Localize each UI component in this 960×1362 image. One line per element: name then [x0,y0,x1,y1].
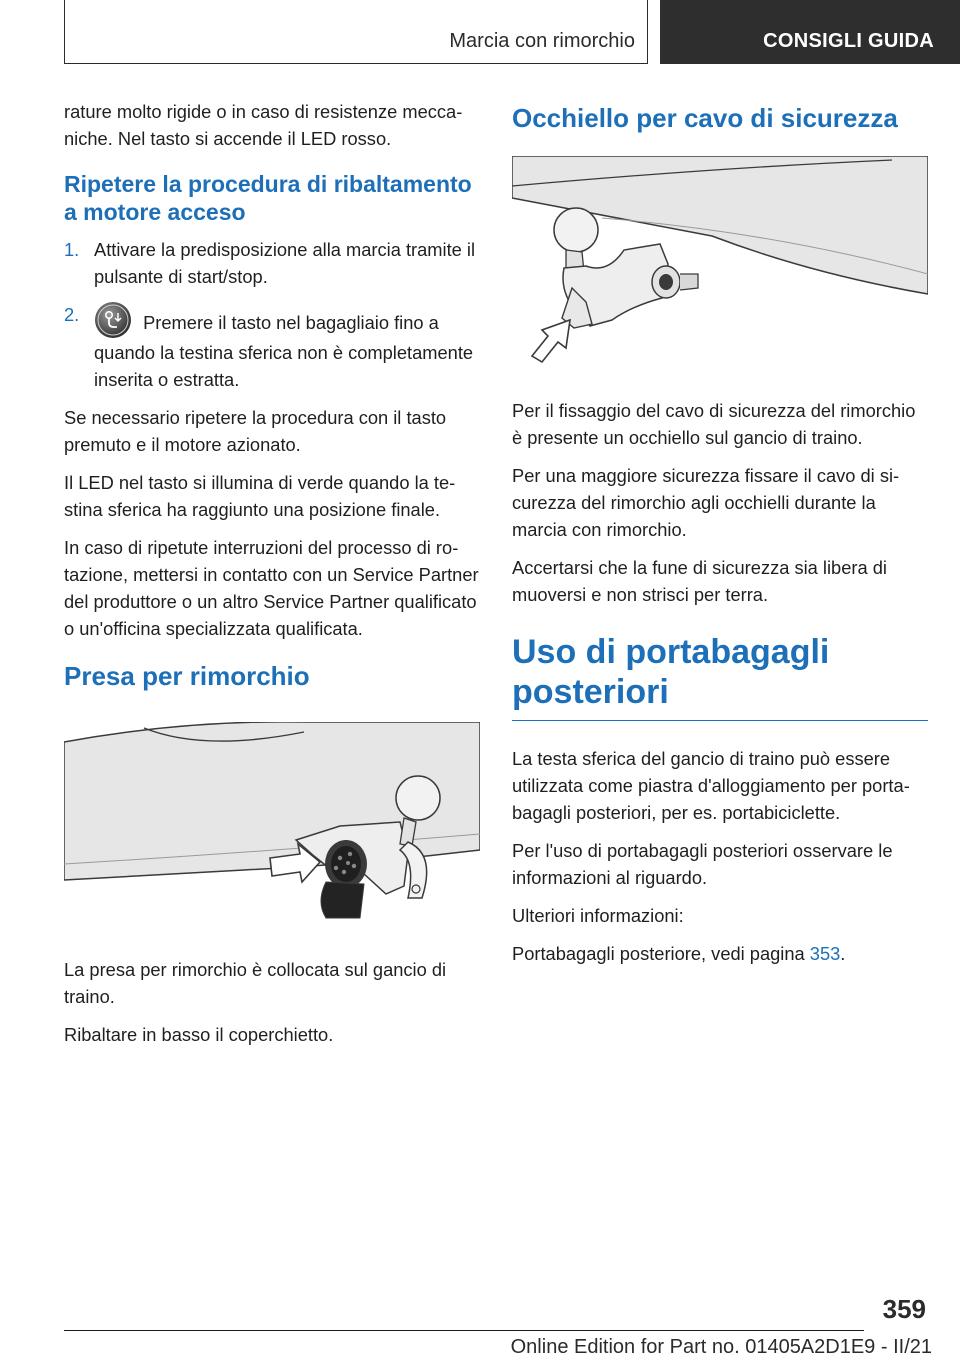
paragraph: Per una maggiore sicurezza fissare il cavo di sicurezza del rimorchio agli occhielli durante la marcia con rimorchio. [512,465,900,540]
page-reference [512,940,928,967]
intro-paragraph: rature molto rigide o in caso di resistenze meccaniche. Nel tasto si accende il LED rosso. [64,101,463,149]
reference-suffix: . [840,943,846,964]
safety-eyelet-illustration [512,156,928,378]
paragraph: Accertarsi che la fune di sicurezza sia libera di muoversi e non strisci per terra. [512,557,887,605]
reference-text: Portabagagli posteriore, vedi pagina [512,943,810,964]
page-link[interactable]: 353 [809,943,841,964]
paragraph: In caso di ripetute interruzioni del processo di rotazione, mettersi in contatto con un Service Partner del produttore o un altro Service Partner qualificato o un'officina specializzata qualificata. [64,537,479,639]
rear-carrier-heading: Uso di portabagagli posteriori [512,632,928,721]
trailer-socket-heading: Presa per rimorchio [64,661,310,691]
step-1 [64,236,480,290]
step-number: 1. [64,239,80,260]
paragraph: Il LED nel tasto si illumina di verde quando la testina sferica ha raggiunto una posizione finale. [64,472,456,520]
chapter-title: CONSIGLI GUIDA [763,30,934,52]
paragraph: Se necessario ripetere la procedura con il tasto premuto e il motore azionato. [64,407,447,455]
edition-text: Online Edition for Part no. 01405A2D1E9 - II/21 [510,1336,932,1358]
header-section-box [64,0,648,64]
paragraph: La presa per rimorchio è collocata sul gancio di traino. [64,959,447,1007]
section-title: Marcia con rimorchio [449,30,635,52]
safety-cable-eyelet-heading: Occhiello per cavo di sicurezza [512,103,898,133]
step-text: Attivare la predisposizione alla marcia tramite il pulsante di start/stop. [94,239,476,287]
trailer-socket-illustration [64,722,480,927]
paragraph: Per l'uso di portabagagli posteriori osservare le informazioni al riguardo. [512,840,893,888]
left-column [64,98,480,1059]
paragraph: Ribaltare in basso il coperchietto. [64,1024,334,1045]
right-column [512,98,928,978]
paragraph: Per il fissaggio del cavo di sicurezza del rimorchio è presente un occhiello sul gancio di traino. [512,400,916,448]
header-chapter-tab [660,0,960,64]
page-number: 359 [882,1294,926,1324]
repeat-procedure-heading: Ripetere la procedura di ribaltamento a motore acceso [64,171,472,225]
paragraph: La testa sferica del gancio di traino può essere utilizzata come piastra d'alloggiamento per portabagagli posteriori, per es. portabiciclette. [512,748,910,823]
step-2 [64,301,480,393]
step-number: 2. [64,304,80,325]
tow-hitch-button-icon [94,301,132,339]
step-text: Premere il tasto nel bagagliaio fino a quando la testina sferica non è completamente inserita o estratta. [94,312,474,390]
footer-divider [64,1330,864,1331]
paragraph: Ulteriori informazioni: [512,905,684,926]
